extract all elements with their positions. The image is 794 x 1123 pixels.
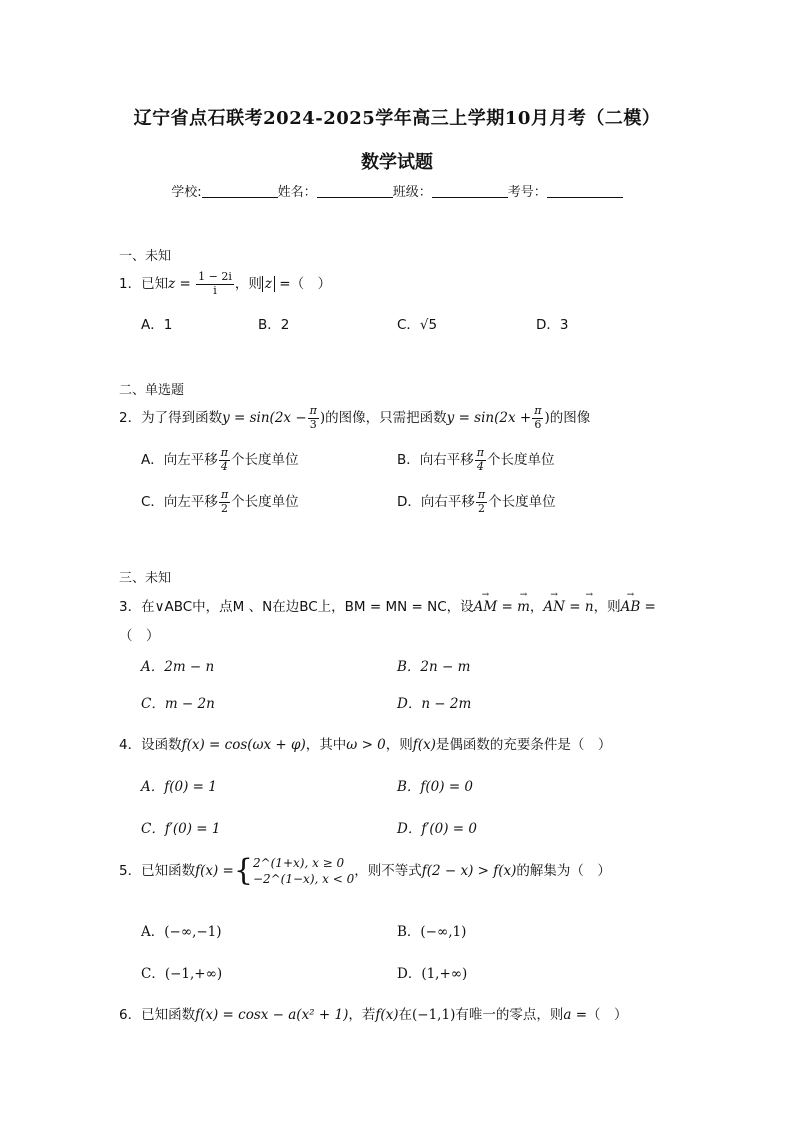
section-heading: 三、未知 — [119, 571, 172, 586]
option-text: 个长度单位 — [487, 452, 555, 469]
math-op: = — [640, 599, 656, 615]
option-c[interactable]: C．√5 — [397, 317, 438, 333]
question-text: ，若 — [348, 1007, 376, 1023]
option-text: B．向右平移 — [397, 452, 474, 469]
question-text: 设函数 — [141, 737, 182, 753]
question-1 — [119, 271, 331, 297]
option-a[interactable]: A．1 — [141, 317, 173, 333]
question-text: 在∨ABC中，点M 、N在边BC上，BM = MN = NC，设 — [141, 599, 474, 615]
info-examno-label: 考号： — [507, 185, 547, 200]
math-expr: f(x) = cosx − a(x² + 1) — [195, 1007, 349, 1023]
option-b[interactable]: B．2 — [258, 317, 290, 333]
option-c[interactable]: C．f′(0) = 1 — [141, 821, 221, 837]
fraction-numerator: π — [220, 446, 228, 459]
option-c[interactable]: C．(−1,+∞) — [141, 966, 223, 982]
math-expr: ) — [544, 410, 550, 427]
question-text: ，则不等式 — [354, 863, 422, 879]
fraction-numerator: π — [220, 488, 229, 501]
fraction-denominator: 4 — [220, 459, 228, 473]
info-school-label: 学校: — [171, 185, 202, 200]
question-number: 1． — [119, 276, 142, 293]
option-d[interactable] — [397, 489, 556, 515]
exam-title: 辽宁省点石联考2024-2025学年高三上学期10月月考（二模） — [133, 108, 661, 129]
option-b[interactable] — [397, 447, 555, 473]
question-text: ，则 — [234, 276, 262, 293]
fraction-denominator: 4 — [476, 459, 484, 473]
math-op: = — [564, 599, 585, 615]
fraction-numerator: π — [476, 446, 484, 459]
option-b[interactable]: B．f(0) = 0 — [397, 779, 474, 795]
question-number: 2． — [119, 410, 142, 427]
question-text: 为了得到函数 — [141, 410, 223, 427]
option-text: C．向左平移 — [141, 494, 218, 511]
fraction — [308, 405, 319, 431]
math-interval: (−1,1) — [412, 1007, 456, 1023]
exam-subtitle: 数学试题 — [361, 152, 433, 173]
question-text: 已知函数 — [141, 1007, 196, 1023]
school-blank[interactable] — [202, 184, 278, 198]
math-var: z — [168, 276, 176, 293]
case-1: 2^(1+x), x ≥ 0 — [252, 856, 345, 870]
option-d[interactable]: D．n − 2m — [397, 696, 472, 712]
examno-blank[interactable] — [547, 184, 623, 198]
question-text: 是偶函数的充要条件是（ ） — [435, 737, 612, 753]
math-expr: f(x) = — [195, 863, 234, 879]
option-d[interactable]: D．f′(0) = 0 — [397, 821, 477, 837]
option-a[interactable]: A．2m − n — [141, 659, 215, 675]
fraction — [475, 447, 486, 473]
question-text: 的解集为（ ） — [516, 863, 611, 879]
fraction-denominator: 3 — [309, 417, 317, 431]
question-number: 4． — [119, 737, 142, 753]
math-expr: y = sin(2x − — [222, 410, 307, 427]
vector-m: → m — [517, 599, 530, 615]
question-text: 已知 — [141, 276, 169, 293]
vector-an: → AN — [543, 599, 565, 615]
student-info-line — [0, 181, 794, 200]
question-3 — [119, 595, 656, 615]
fraction — [532, 405, 543, 431]
question-text: =（ ） — [274, 276, 332, 293]
question-text: 的图像 — [549, 410, 591, 427]
question-6 — [119, 1003, 628, 1023]
question-text: ，则 — [593, 599, 621, 615]
fraction-numerator: 1 − 2i — [198, 270, 232, 283]
option-c[interactable]: C．m − 2n — [141, 696, 215, 712]
option-a[interactable]: A．f(0) = 1 — [141, 779, 217, 795]
fraction — [196, 271, 234, 297]
math-expr: y = sin(2x + — [446, 410, 532, 427]
fraction-denominator: 2 — [478, 501, 486, 515]
question-number: 6． — [119, 1007, 142, 1023]
fraction-denominator: 6 — [534, 417, 542, 431]
question-text: 在 — [398, 1007, 413, 1023]
option-c[interactable] — [141, 489, 299, 515]
math-expr: f(x) = cos(ωx + φ) — [181, 737, 306, 753]
math-expr: f(x) — [412, 737, 436, 753]
question-text: 已知函数 — [141, 863, 196, 879]
vector-am: → AM — [474, 599, 498, 615]
piecewise-cases — [253, 855, 354, 887]
fraction — [476, 489, 487, 515]
vector-ab: → AB — [621, 599, 641, 615]
question-text: 有唯一的零点，则 — [455, 1007, 564, 1023]
math-op: = — [497, 599, 518, 615]
section-heading: 二、单选题 — [119, 383, 185, 398]
question-text: ，其中 — [305, 737, 347, 753]
info-class-label: 班级： — [392, 185, 432, 200]
option-d[interactable]: D．(1,+∞) — [397, 966, 468, 982]
vector-n: → n — [585, 599, 594, 615]
question-text: ， — [529, 599, 544, 615]
fraction-denominator: 2 — [221, 501, 229, 515]
fraction-numerator: π — [534, 404, 542, 417]
option-b[interactable]: B．2n − m — [397, 659, 471, 675]
math-expr: f(2 − x) > f(x) — [421, 863, 517, 879]
info-name-label: 姓名： — [277, 185, 317, 200]
name-blank[interactable] — [317, 184, 393, 198]
absolute-value: z — [262, 276, 275, 292]
option-b[interactable]: B．(−∞,1) — [397, 924, 467, 940]
math-op: = — [175, 276, 196, 293]
fraction-numerator: π — [309, 404, 317, 417]
option-text: 个长度单位 — [488, 494, 556, 511]
question-5 — [119, 855, 611, 887]
math-expr: ω > 0 — [346, 737, 386, 753]
fraction-denominator: i — [213, 283, 217, 297]
piecewise-brace: { — [233, 853, 253, 888]
option-text: 个长度单位 — [230, 452, 299, 469]
fraction — [219, 447, 230, 473]
option-text: 个长度单位 — [231, 494, 299, 511]
option-text: D．向右平移 — [397, 494, 475, 511]
question-text: ，则 — [385, 737, 413, 753]
fraction-numerator: π — [477, 488, 486, 501]
case-2: −2^(1−x), x < 0 — [252, 872, 355, 886]
option-d[interactable]: D．3 — [536, 317, 569, 333]
math-expr: f(x) — [375, 1007, 399, 1023]
math-var: a — [563, 1007, 572, 1023]
question-3-bracket: （ ） — [119, 628, 160, 644]
option-a[interactable]: A．(−∞,−1) — [141, 924, 222, 940]
question-number: 5． — [119, 863, 142, 879]
question-4 — [119, 733, 611, 753]
question-text: 的图像，只需把函数 — [325, 410, 447, 427]
section-heading: 一、未知 — [119, 249, 172, 264]
class-blank[interactable] — [432, 184, 508, 198]
math-expr: ) — [319, 410, 326, 427]
fraction — [219, 489, 230, 515]
question-2 — [119, 405, 590, 431]
option-a[interactable] — [141, 447, 298, 473]
option-text: A．向左平移 — [141, 452, 218, 469]
question-text: =（ ） — [571, 1007, 628, 1023]
question-number: 3． — [119, 599, 142, 615]
